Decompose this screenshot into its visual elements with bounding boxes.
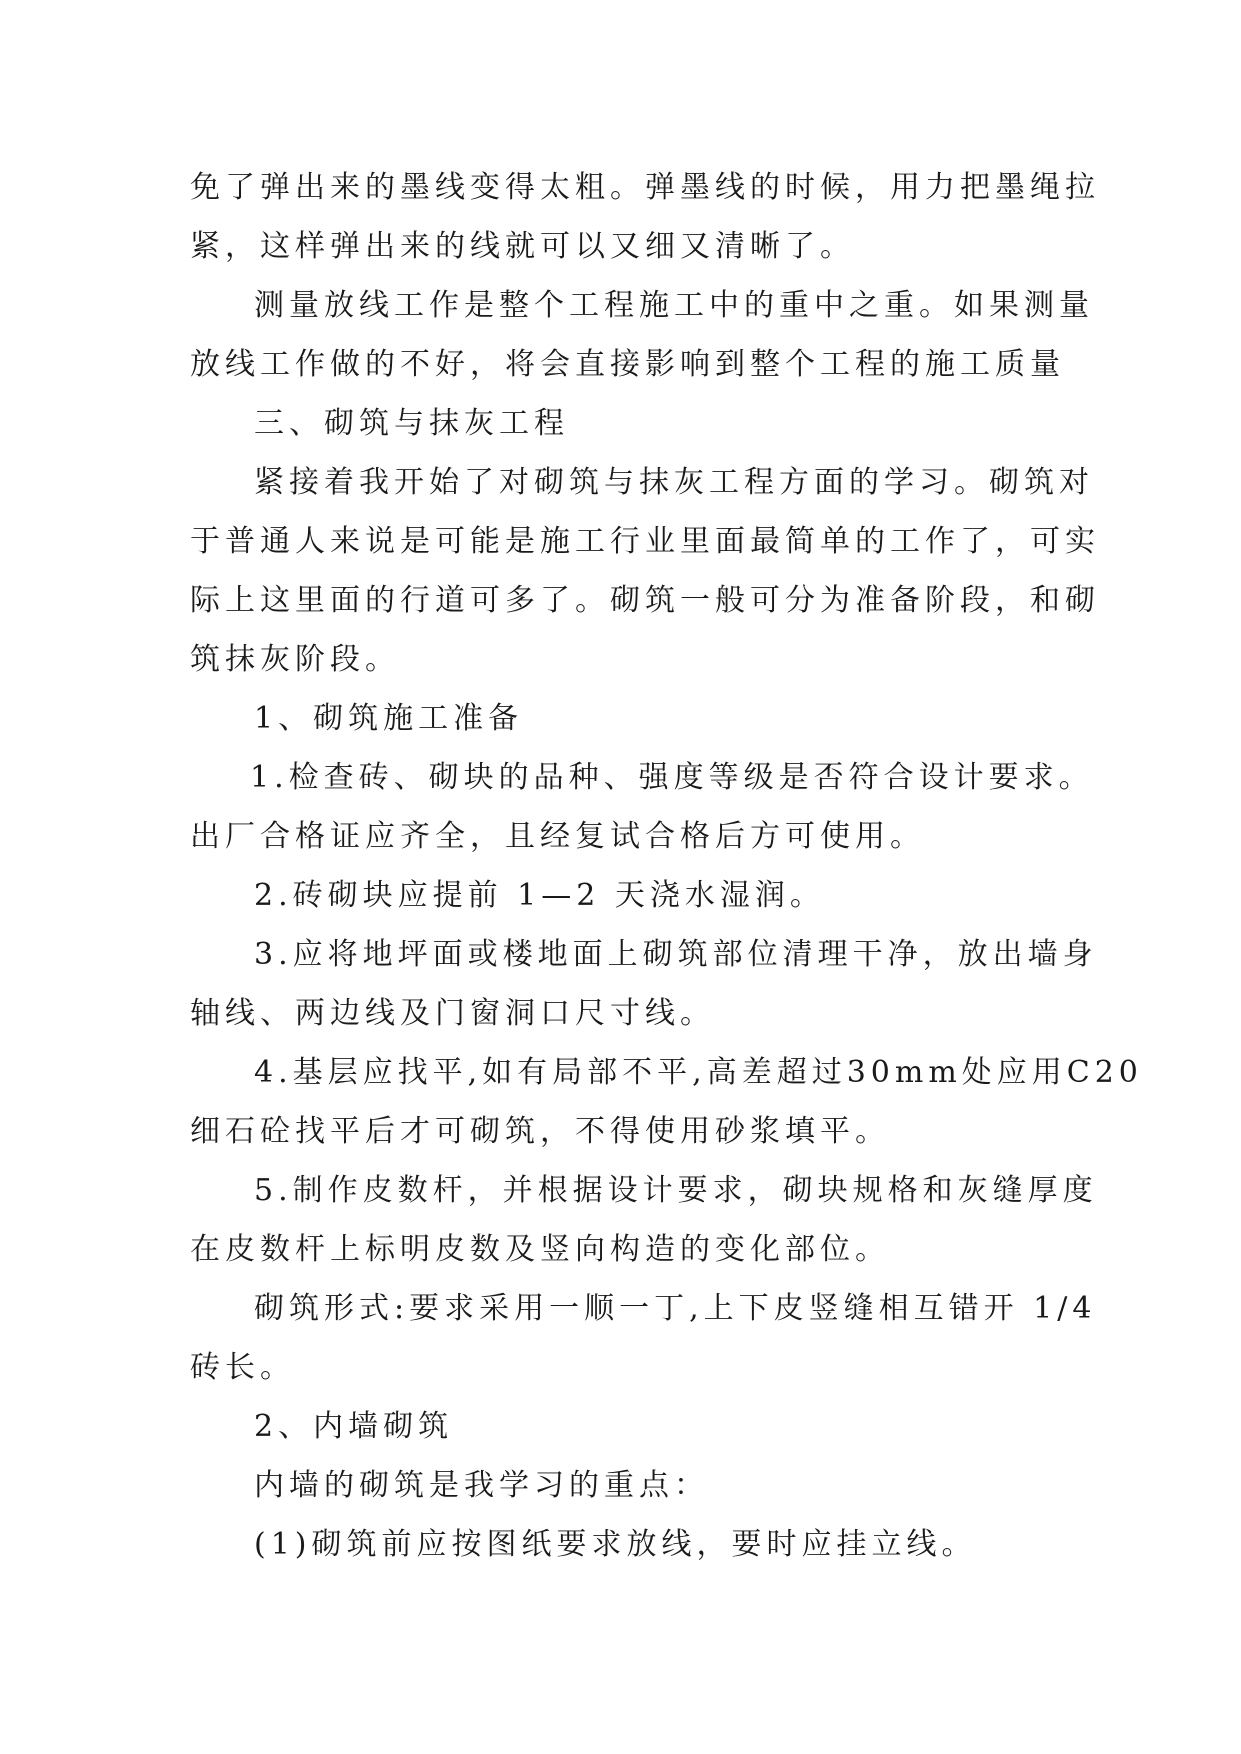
text-line: 出厂合格证应齐全，且经复试合格后方可使用。 [190,819,925,854]
text-line: 放线工作做的不好，将会直接影响到整个工程的施工质量 [190,347,1065,382]
text-line: 细石砼找平后才可砌筑，不得使用砂浆填平。 [190,1114,890,1149]
text-line: (1)砌筑前应按图纸要求放线，要时应挂立线。 [254,1527,977,1562]
subsection-heading: 1、砌筑施工准备 [254,701,524,736]
text-line: 免了弹出来的墨线变得太粗。弹墨线的时候，用力把墨绳拉 [190,170,1100,205]
subsection-heading: 2、内墙砌筑 [254,1409,454,1444]
text-line: 测量放线工作是整个工程施工中的重中之重。如果测量 [254,288,1094,323]
text-line: 砖长。 [190,1350,295,1385]
text-line: 于普通人来说是可能是施工行业里面最简单的工作了，可实 [190,524,1100,559]
text-line: 内墙的砌筑是我学习的重点： [254,1468,709,1503]
text-line: 紧，这样弹出来的线就可以又细又清晰了。 [190,229,855,264]
text-line: 3.应将地坪面或楼地面上砌筑部位清理干净，放出墙身 [254,937,1098,972]
text-line: 际上这里面的行道可多了。砌筑一般可分为准备阶段，和砌 [190,583,1100,618]
text-line: 在皮数杆上标明皮数及竖向构造的变化部位。 [190,1232,890,1267]
section-heading: 三、砌筑与抹灰工程 [254,406,569,441]
text-line: 1.检查砖、砌块的品种、强度等级是否符合设计要求。 [250,760,1094,795]
text-line: 砌筑形式:要求采用一顺一丁,上下皮竖缝相互错开 1/4 [254,1291,1097,1326]
text-line: 筑抹灰阶段。 [190,642,400,677]
body-text [190,158,1143,1574]
text-line: 5.制作皮数杆，并根据设计要求，砌块规格和灰缝厚度 [254,1173,1098,1208]
text-line: 4.基层应找平,如有局部不平,高差超过30mm处应用C20 [254,1055,1143,1090]
text-line: 2.砖砌块应提前 1—2 天浇水湿润。 [254,878,825,913]
text-line: 轴线、两边线及门窗洞口尺寸线。 [190,996,715,1031]
text-line: 紧接着我开始了对砌筑与抹灰工程方面的学习。砌筑对 [254,465,1094,500]
